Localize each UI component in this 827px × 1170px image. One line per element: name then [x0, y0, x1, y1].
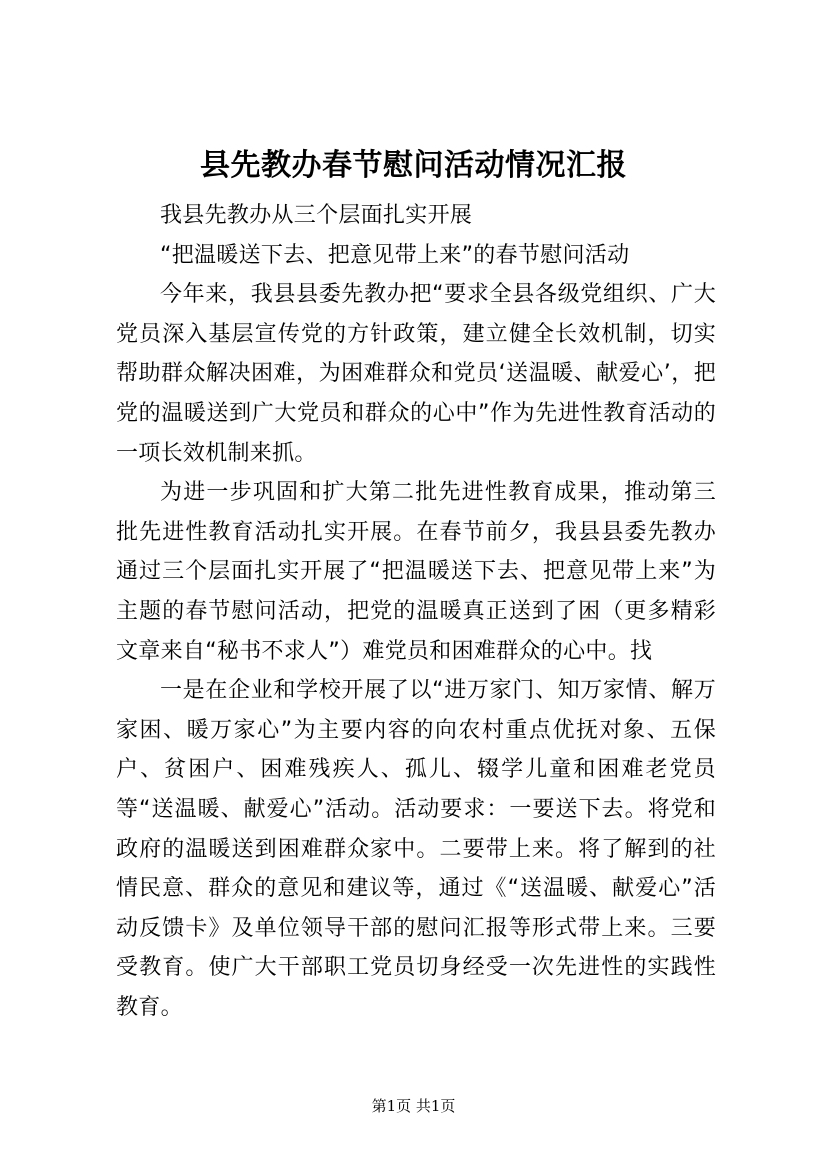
- paragraph-first-measure: 一是在企业和学校开展了以“进万家门、知万家情、解万家困、暖万家心”为主要内容的向农村重点优抚对象、五保户、贫困户、困难残疾人、孤儿、辍学儿童和困难老党员等“送温暖、献爱心”活动。活动要求：一要送下去。将党和政府的温暖送到困难群众家中。二要带上来。将了解到的社情民意、群众的意见和建议等，通过《“送温暖、献爱心”活动反馈卡》及单位领导干部的慰问汇报等形式带上来。三要受教育。使广大干部职工党员切身经受一次先进性的实践性教育。: [116, 678, 716, 1020]
- paragraph-subtitle-line-2: “把温暖送下去、把意见带上来”的春节慰问活动: [160, 242, 630, 268]
- document-title: 县先教办春节慰问活动情况汇报: [200, 148, 627, 183]
- paragraph-intro: 今年来，我县县委先教办把“要求全县各级党组织、广大党员深入基层宣传党的方针政策，建立健全长效机制，切实帮助群众解决困难，为困难群众和党员‘送温暖、献爱心’，把党的温暖送到广大党员和群众的心中”作为先进性教育活动的一项长效机制来抓。: [116, 282, 716, 466]
- paragraph-background: 为进一步巩固和扩大第二批先进性教育成果，推动第三批先进性教育活动扎实开展。在春节前夕，我县县委先教办通过三个层面扎实开展了“把温暖送下去、把意见带上来”为主题的春节慰问活动，把党的温暖真正送到了困（更多精彩文章来自“秘书不求人”）难党员和困难群众的心中。找: [116, 480, 716, 664]
- paragraph-subtitle-line-1: 我县先教办从三个层面扎实开展: [160, 203, 473, 228]
- page-number-footer: 第1页 共1页: [371, 1097, 456, 1115]
- document-body: [116, 196, 716, 1027]
